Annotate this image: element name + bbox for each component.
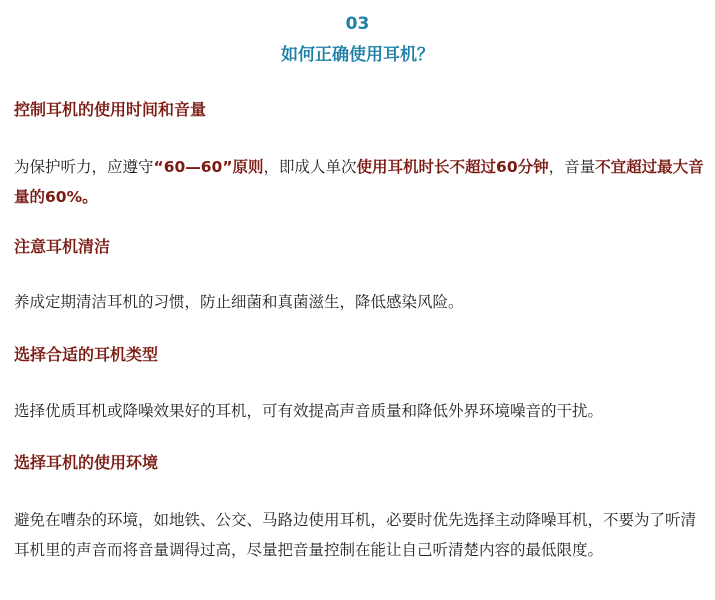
section-title-time-volume: 控制耳机的使用时间和音量 [14, 100, 207, 119]
section-text-time-volume [14, 152, 704, 212]
section-title-type: 选择合适的耳机类型 [14, 345, 159, 364]
section-text-cleaning: 养成定期清洁耳机的习惯，防止细菌和真菌滋生，降低感染风险。 [14, 293, 464, 311]
text-segment: ，音量 [548, 158, 596, 176]
highlight-rule: “60—60”原则 [153, 158, 264, 176]
section-title-environment: 选择耳机的使用环境 [14, 453, 159, 472]
highlight-duration: 使用耳机时长不超过60分钟 [356, 158, 549, 176]
text-segment: 为保护听力，应遵守 [14, 158, 154, 176]
section-title-cleaning: 注意耳机清洁 [14, 237, 111, 256]
section-number: 03 [345, 14, 370, 34]
page-title: 如何正确使用耳机？ [281, 45, 434, 65]
text-segment: ，即成人单次 [263, 158, 357, 176]
section-text-environment: 避免在嘈杂的环境，如地铁、公交、马路边使用耳机，必要时优先选择主动降噪耳机，不要为了听清耳机里的声音而将音量调得过高，尽量把音量控制在能让自己听清楚内容的最低限度。 [14, 511, 697, 559]
section-text-type: 选择优质耳机或降噪效果好的耳机，可有效提高声音质量和降低外界环境噪音的干扰。 [14, 402, 604, 420]
highlight-volume: 不宜超过最大音量的60%。 [14, 158, 704, 206]
